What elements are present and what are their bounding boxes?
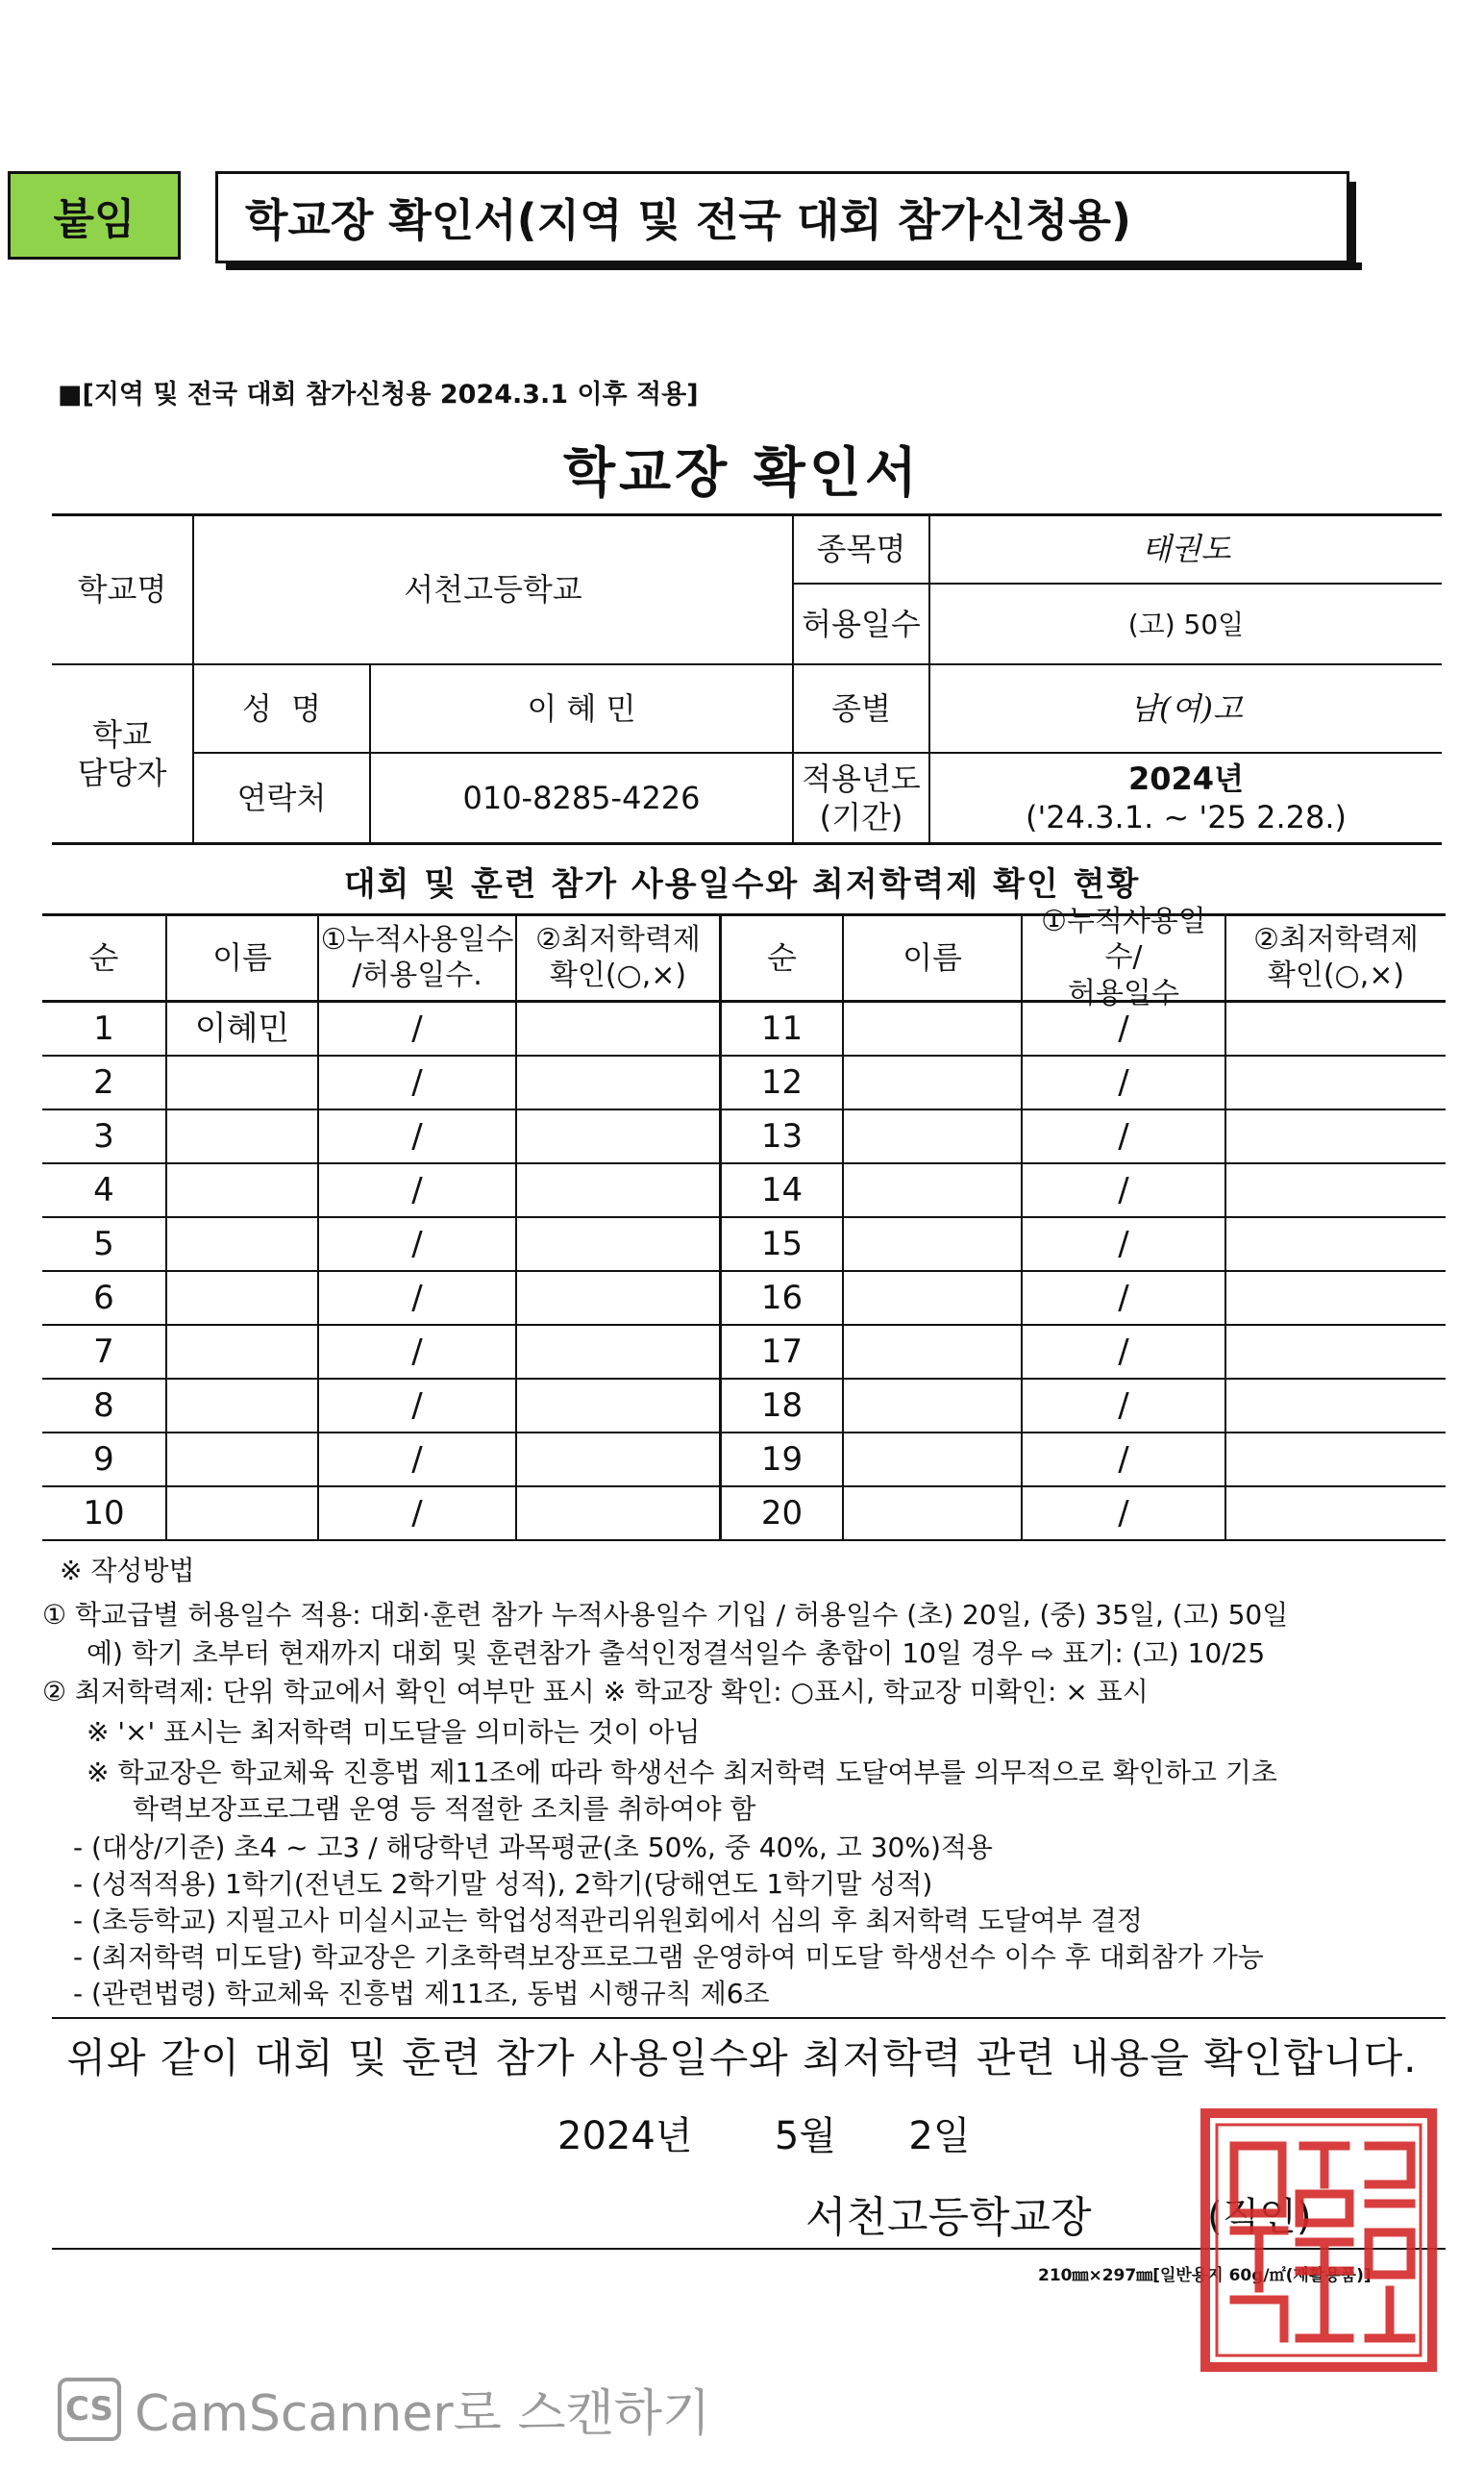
- header-days-left-line1: ①누적사용일수: [320, 922, 514, 957]
- header-days-right: [1023, 904, 1224, 1010]
- row-days-slash: /: [1118, 1493, 1129, 1533]
- row-number: 7: [93, 1332, 114, 1371]
- header-name-left: 이름: [212, 939, 272, 976]
- category-value: 남(여)고: [1129, 690, 1243, 727]
- row-name: [844, 1433, 1021, 1485]
- date-year: 2024년: [557, 2114, 693, 2158]
- row-name: [844, 1164, 1021, 1216]
- header-min-left: [517, 915, 719, 1000]
- note-line: - (최저학력 미도달) 학교장은 기초학력보장프로그램 운영하여 미도달 학생선수 이수 후 대회참가 가능: [73, 1941, 1264, 1973]
- note-line: ※ '×' 표시는 최저학력 미도달을 의미하는 것이 아님: [87, 1716, 701, 1748]
- row-number: 1: [93, 1009, 114, 1048]
- header-days-left-line2: /허용일수.: [352, 959, 482, 992]
- note-line: - (대상/기준) 초4 ~ 고3 / 해당학년 과목평균(초 50%, 중 40%, 고 30%)적용: [73, 1832, 993, 1863]
- row-days-slash: /: [1118, 1009, 1129, 1048]
- sport-value: 태권도: [1141, 531, 1231, 567]
- row-name: [167, 1110, 317, 1162]
- header-title: 학교장 확인서(지역 및 전국 대회 참가신청용): [215, 171, 1349, 263]
- section-title: 대회 및 훈련 참가 사용일수와 최저학력제 확인 현황: [343, 865, 1141, 904]
- note-line: - (관련법령) 학교체육 진흥법 제11조, 동법 시행규칙 제6조: [73, 1978, 770, 2009]
- header-days-right-line1: ①누적사용일수/: [1041, 904, 1206, 975]
- row-name: [844, 1487, 1021, 1539]
- row-number: 9: [93, 1439, 114, 1479]
- camscanner-logo-icon: CS: [58, 2378, 121, 2441]
- sport-label: 종목명: [816, 531, 906, 567]
- year-label-line1: 적용년도: [802, 760, 921, 797]
- row-number: 17: [760, 1332, 804, 1371]
- row-number: 5: [93, 1224, 114, 1263]
- note-line: 학력보장프로그램 운영 등 적절한 조치를 취하여야 함: [133, 1793, 756, 1825]
- year-value: [930, 754, 1442, 842]
- attachment-badge: 붙임: [8, 171, 181, 260]
- allowed-value: (고) 50일: [1127, 608, 1245, 640]
- school-label: 학교명: [77, 571, 167, 608]
- row-number: 15: [760, 1224, 804, 1263]
- category-label: 종별: [831, 690, 891, 727]
- signer: 서천고등학교장: [805, 2193, 1092, 2242]
- row-number: 6: [93, 1278, 114, 1317]
- official-seal-icon: [1200, 2107, 1438, 2373]
- row-number: 12: [760, 1062, 804, 1102]
- header-min-right-line1: ②최저학력제: [1253, 922, 1419, 957]
- year-value-line1: 2024년: [1128, 760, 1244, 797]
- note-line: ① 학교급별 허용일수 적용: 대회·훈련 참가 누적사용일수 기입 / 허용일수 (초) 20일, (중) 35일, (고) 50일: [42, 1599, 1289, 1631]
- row-number: 20: [760, 1493, 804, 1533]
- note-line: ※ 학교장은 학교체육 진흥법 제11조에 따라 학생선수 최저학력 도달여부를 의무적으로 확인하고 기초: [87, 1757, 1277, 1788]
- row-number: 13: [760, 1116, 804, 1156]
- name-label: 성 명: [241, 690, 322, 727]
- row-days-slash: /: [411, 1278, 423, 1317]
- row-number: 10: [83, 1493, 125, 1533]
- row-name: [167, 1380, 317, 1432]
- confirmation-statement: 위와 같이 대회 및 훈련 참가 사용일수와 최저학력 관련 내용을 확인합니다.: [66, 2034, 1418, 2081]
- scanner-watermark: [58, 2373, 710, 2445]
- row-days-slash: /: [1118, 1224, 1129, 1263]
- header-name-right: 이름: [903, 939, 962, 976]
- header-no-left: 순: [88, 939, 119, 976]
- row-days-slash: /: [411, 1009, 423, 1048]
- name-value: 이 혜 민: [527, 690, 636, 727]
- staff-label-line1: 학교: [92, 716, 152, 753]
- row-number: 4: [93, 1170, 114, 1209]
- note-line: - (성적적용) 1학기(전년도 2학기말 성적), 2학기(당해연도 1학기말 성적): [73, 1868, 933, 1900]
- staff-label: [52, 665, 192, 842]
- row-days-slash: /: [411, 1332, 423, 1371]
- document-title: 학교장 확인서: [562, 442, 922, 505]
- row-days-slash: /: [1118, 1385, 1129, 1425]
- school-value: 서천고등학교: [404, 571, 582, 608]
- row-name: [167, 1057, 317, 1109]
- header-no-right: 순: [767, 939, 797, 976]
- row-days-slash: /: [411, 1439, 423, 1479]
- header-min-right-line2: 확인(○,×): [1267, 959, 1405, 992]
- year-label: [794, 754, 928, 842]
- row-number: 11: [760, 1009, 804, 1048]
- row-days-slash: /: [411, 1493, 423, 1533]
- date-day: 2일: [908, 2114, 971, 2158]
- row-number: 3: [93, 1116, 114, 1156]
- notes-divider: [52, 2017, 1446, 2019]
- table-row-divider: [42, 1539, 1446, 1541]
- row-number: 14: [760, 1170, 804, 1209]
- row-name: [844, 1326, 1021, 1378]
- header-min-left-line2: 확인(○,×): [549, 959, 687, 992]
- row-days-slash: /: [1118, 1278, 1129, 1317]
- seal-mark: (직인): [1207, 2195, 1312, 2239]
- row-days-slash: /: [411, 1170, 423, 1209]
- row-days-slash: /: [411, 1224, 423, 1263]
- row-days-slash: /: [1118, 1439, 1129, 1479]
- note-line: - (초등학교) 지필고사 미실시교는 학업성적관리위원회에서 심의 후 최저학력 도달여부 결정: [73, 1905, 1143, 1936]
- year-value-line2: ('24.3.1. ~ '25 2.28.): [1026, 799, 1347, 835]
- row-name: [167, 1218, 317, 1270]
- header-days-right-line2: 허용일수: [1068, 976, 1179, 1010]
- row-name: [844, 1003, 1021, 1055]
- staff-label-line2: 담당자: [77, 755, 167, 791]
- row-name: [167, 1164, 317, 1216]
- row-name: [844, 1110, 1021, 1162]
- row-name: [167, 1433, 317, 1485]
- header-min-left-line1: ②최저학력제: [535, 922, 701, 957]
- header-days-left: [319, 915, 515, 1000]
- row-name: [167, 1326, 317, 1378]
- row-days-slash: /: [1118, 1332, 1129, 1371]
- note-line: ② 최저학력제: 단위 학교에서 확인 여부만 표시 ※ 학교장 확인: ○표시, 학교장 미확인: × 표시: [42, 1676, 1149, 1707]
- watermark-text: CamScanner로 스캔하기: [135, 2385, 711, 2443]
- row-days-slash: /: [1118, 1170, 1129, 1209]
- paper-size-note: 210㎜×297㎜[일반용지 60g/㎡(재활용품)]: [1038, 2266, 1372, 2285]
- contact-value: 010-8285-4226: [462, 780, 701, 816]
- date-month: 5월: [774, 2114, 836, 2158]
- row-number: 18: [760, 1385, 804, 1425]
- row-days-slash: /: [411, 1116, 423, 1156]
- allowed-label: 허용일수: [802, 606, 921, 642]
- subheading: ■[지역 및 전국 대회 참가신청용 2024.3.1 이후 적용]: [58, 380, 699, 410]
- row-name: [844, 1380, 1021, 1432]
- row-name: [844, 1057, 1021, 1109]
- row-number: 19: [760, 1439, 804, 1479]
- row-name: 이혜민: [194, 1009, 290, 1048]
- row-name: [844, 1272, 1021, 1324]
- row-days-slash: /: [411, 1062, 423, 1102]
- row-name: [167, 1487, 317, 1539]
- note-line: 예) 학기 초부터 현재까지 대회 및 훈련참가 출석인정결석일수 총합이 10일 경우 ⇨ 표기: (고) 10/25: [87, 1637, 1266, 1669]
- row-days-slash: /: [1118, 1116, 1129, 1156]
- row-days-slash: /: [411, 1385, 423, 1425]
- row-number: 8: [93, 1385, 114, 1425]
- row-name: [844, 1218, 1021, 1270]
- header-min-right: [1226, 915, 1446, 1000]
- row-number: 2: [93, 1062, 114, 1102]
- issue-date: [557, 2106, 971, 2160]
- row-number: 16: [760, 1278, 804, 1317]
- notes-heading: ※ 작성방법: [60, 1555, 195, 1586]
- row-name: [167, 1272, 317, 1324]
- row-days-slash: /: [1118, 1062, 1129, 1102]
- contact-label: 연락처: [236, 780, 327, 816]
- year-label-line2: (기간): [819, 799, 903, 835]
